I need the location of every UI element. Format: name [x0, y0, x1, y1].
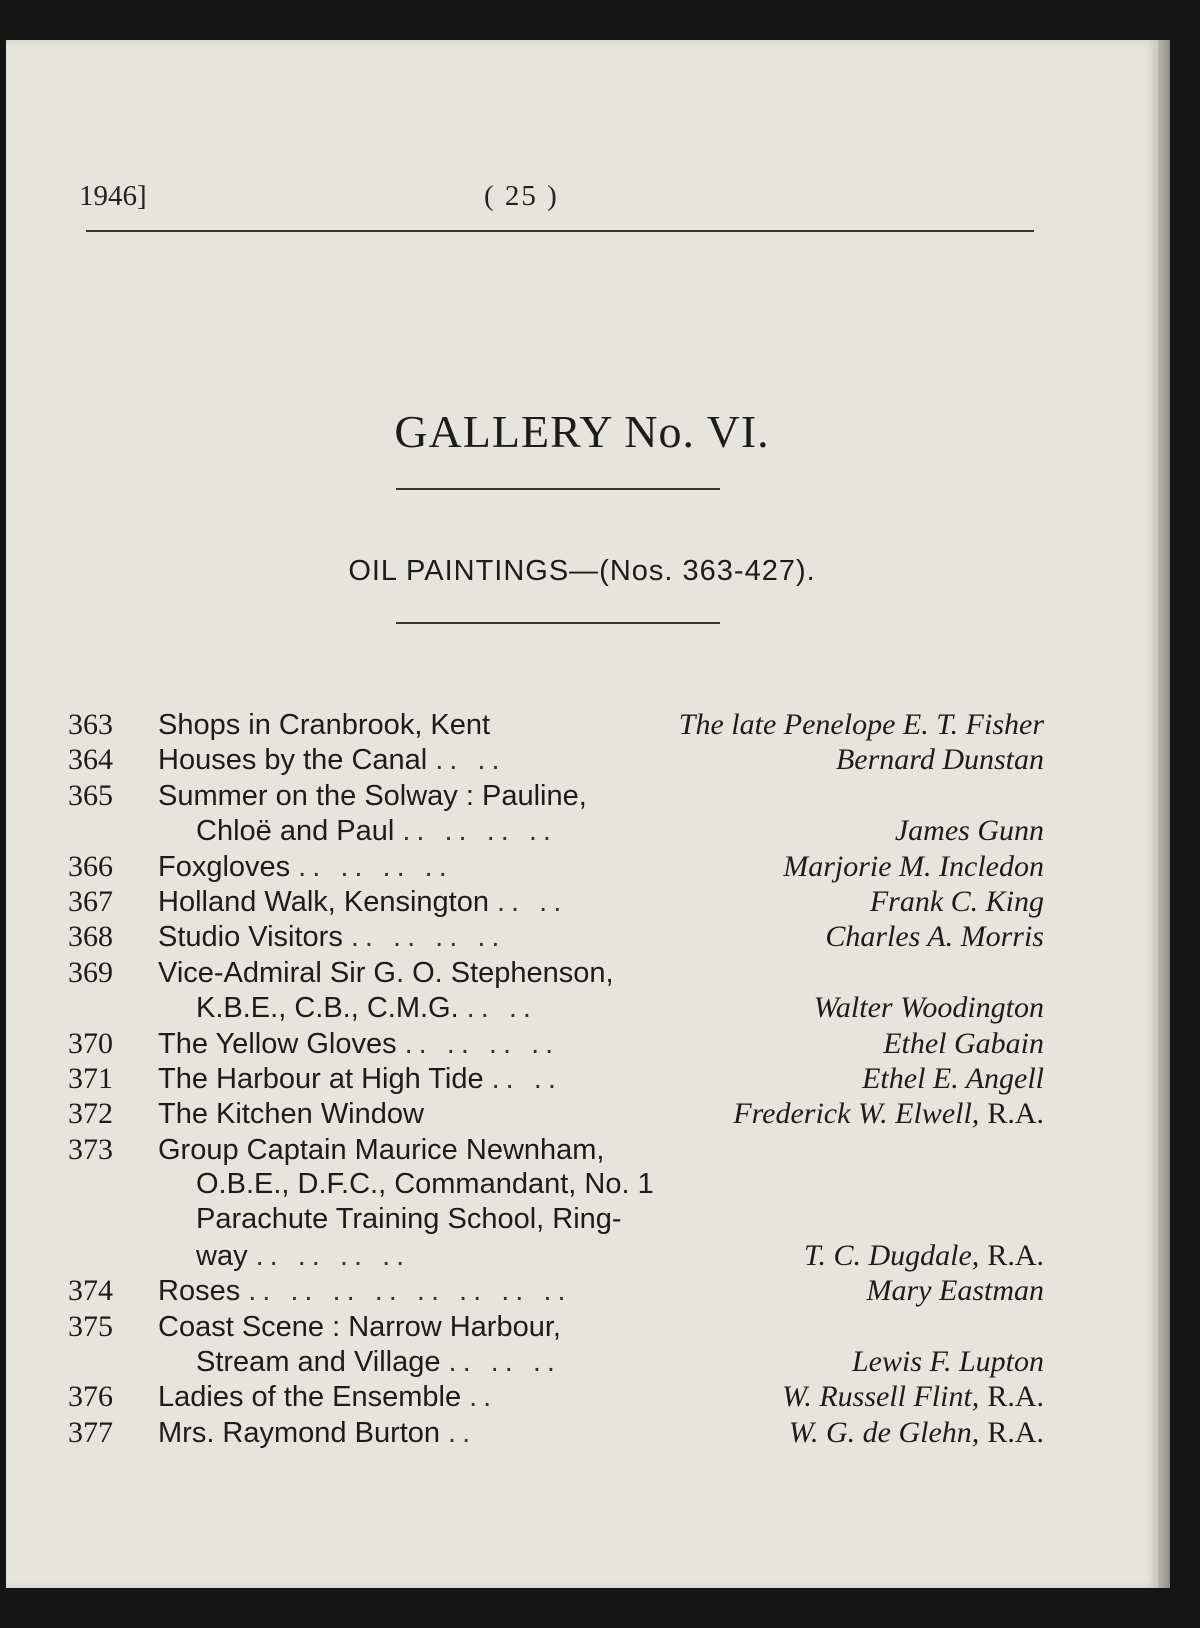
dot-leader: .. .. .. ..	[404, 1027, 560, 1060]
entry-title: Shops in Cranbrook, Kent	[158, 709, 491, 741]
dot-leader: .. .. .. ..	[255, 1239, 411, 1272]
artist-name: Charles A. Morris	[825, 920, 1044, 954]
catalogue-entry	[68, 1062, 1044, 1097]
entry-line	[68, 1097, 1044, 1132]
entry-title: The Harbour at High Tide	[158, 1062, 484, 1095]
entry-line	[68, 1345, 1044, 1380]
dot-leader: .. ..	[497, 885, 568, 918]
entry-line	[68, 920, 1044, 955]
entry-number: 376	[68, 1380, 113, 1414]
section-rule	[396, 622, 720, 624]
entry-line	[68, 743, 1044, 778]
page-number: ( 25 )	[484, 180, 559, 212]
catalogue-entry	[68, 1380, 1044, 1415]
artist-name: Frank C. King	[869, 884, 1044, 918]
entry-number: 371	[68, 1061, 113, 1095]
catalogue-entry	[68, 850, 1044, 885]
entry-line	[68, 1168, 1044, 1203]
entry-number: 375	[68, 1309, 113, 1343]
entry-title: Parachute Training School, Ring-	[196, 1203, 622, 1236]
entry-line	[68, 1239, 1044, 1274]
dot-leader: .. ..	[466, 992, 537, 1025]
entry-list	[68, 708, 1044, 1451]
entry-line	[68, 1274, 1044, 1309]
catalogue-entry	[68, 1133, 1044, 1275]
entry-number: 364	[68, 743, 113, 777]
page-edge	[1158, 40, 1170, 1588]
entry-number: 366	[68, 849, 113, 883]
entry-title: Houses by the Canal	[158, 744, 428, 777]
artist-name: Ethel Gabain	[883, 1026, 1044, 1060]
entry-number: 363	[68, 708, 113, 741]
entry-title: Vice-Admiral Sir G. O. Stephenson,	[158, 956, 614, 989]
entry-number: 374	[68, 1274, 113, 1308]
entry-line	[68, 779, 1044, 814]
entry-line	[68, 1380, 1044, 1415]
artist-suffix: R.A.	[987, 1097, 1044, 1131]
catalogue-entry	[68, 1274, 1044, 1309]
dot-leader: ..	[469, 1381, 498, 1414]
dot-leader: .. ..	[491, 1062, 562, 1095]
catalogue-entry	[68, 743, 1044, 778]
entry-title: Studio Visitors	[158, 921, 343, 954]
entry-number: 373	[68, 1132, 113, 1166]
artist-name: Ethel E. Angell	[862, 1061, 1044, 1095]
entry-title: Stream and Village	[196, 1346, 441, 1379]
title-rule	[396, 488, 720, 490]
artist-name: T. C. Dugdale,	[804, 1238, 980, 1272]
entry-line	[68, 1310, 1044, 1345]
dot-leader: ..	[448, 1416, 477, 1449]
entry-line	[68, 814, 1044, 849]
dot-leader: .. ..	[435, 744, 506, 777]
entry-title: The Kitchen Window	[158, 1098, 424, 1131]
entry-title: Holland Walk, Kensington	[158, 885, 489, 918]
catalogue-entry	[68, 920, 1044, 955]
entry-title: O.B.E., D.F.C., Commandant, No. 1	[196, 1168, 654, 1201]
artist-name: Lewis F. Lupton	[852, 1345, 1044, 1379]
catalogue-page	[6, 40, 1158, 1588]
entry-title: Foxgloves	[158, 850, 291, 883]
entry-number: 365	[68, 778, 113, 812]
catalogue-entry	[68, 708, 1044, 743]
entry-title: The Yellow Gloves	[158, 1027, 397, 1060]
entry-title: Group Captain Maurice Newnham,	[158, 1133, 605, 1166]
entry-title: K.B.E., C.B., C.M.G.	[196, 992, 459, 1025]
entry-line	[68, 1133, 1044, 1168]
catalogue-entry	[68, 779, 1044, 850]
entry-number: 377	[68, 1415, 113, 1449]
entry-line	[68, 708, 1044, 743]
artist-name: James Gunn	[894, 814, 1044, 848]
artist-name: Bernard Dunstan	[835, 743, 1044, 777]
dot-leader: .. .. .. ..	[350, 921, 506, 954]
catalogue-entry	[68, 1027, 1044, 1062]
entry-line	[68, 885, 1044, 920]
artist-name: Frederick W. Elwell,	[733, 1097, 980, 1131]
artist-suffix: R.A.	[987, 1238, 1044, 1272]
catalogue-entry	[68, 956, 1044, 1027]
entry-line	[68, 1416, 1044, 1451]
entry-line	[68, 991, 1044, 1026]
artist-name: W. Russell Flint,	[782, 1380, 980, 1414]
entry-line	[68, 1203, 1044, 1238]
entry-title: Coast Scene : Narrow Harbour,	[158, 1310, 561, 1343]
entry-number: 367	[68, 884, 113, 918]
entry-line	[68, 956, 1044, 991]
artist-name: Marjorie M. Incledon	[783, 849, 1044, 883]
catalogue-entry	[68, 885, 1044, 920]
catalogue-entry	[68, 1097, 1044, 1132]
header-year: 1946]	[79, 180, 147, 212]
artist-name: Walter Woodington	[813, 991, 1044, 1025]
artist-name: Mary Eastman	[866, 1274, 1044, 1308]
catalogue-entry	[68, 1416, 1044, 1451]
header-rule	[86, 230, 1034, 232]
entry-number: 368	[68, 920, 113, 954]
entry-title: Mrs. Raymond Burton	[158, 1416, 441, 1449]
dot-leader: .. .. ..	[448, 1346, 561, 1379]
entry-number: 372	[68, 1097, 113, 1131]
entry-title: Summer on the Solway : Pauline,	[158, 779, 587, 812]
catalogue-entry	[68, 1310, 1044, 1381]
entry-title: Roses	[158, 1275, 241, 1308]
entry-line	[68, 850, 1044, 885]
dot-leader: .. .. .. .. .. .. .. ..	[248, 1275, 572, 1308]
artist-name: The late Penelope E. T. Fisher	[678, 708, 1044, 741]
entry-number: 369	[68, 955, 113, 989]
entry-title: Chloë and Paul	[196, 815, 395, 848]
dot-leader: .. .. .. ..	[298, 850, 453, 883]
entry-line	[68, 1062, 1044, 1097]
entry-number: 370	[68, 1026, 113, 1060]
artist-name: W. G. de Glehn,	[788, 1415, 980, 1449]
artist-suffix: R.A.	[987, 1380, 1044, 1414]
dot-leader: .. .. .. ..	[402, 815, 557, 848]
gallery-title: GALLERY No. VI.	[394, 406, 770, 457]
entry-title: way	[196, 1239, 248, 1272]
entry-title: Ladies of the Ensemble	[158, 1381, 462, 1414]
entry-line	[68, 1027, 1044, 1062]
section-title: OIL PAINTINGS—(Nos. 363-427).	[348, 555, 816, 587]
artist-suffix: R.A.	[987, 1415, 1044, 1449]
